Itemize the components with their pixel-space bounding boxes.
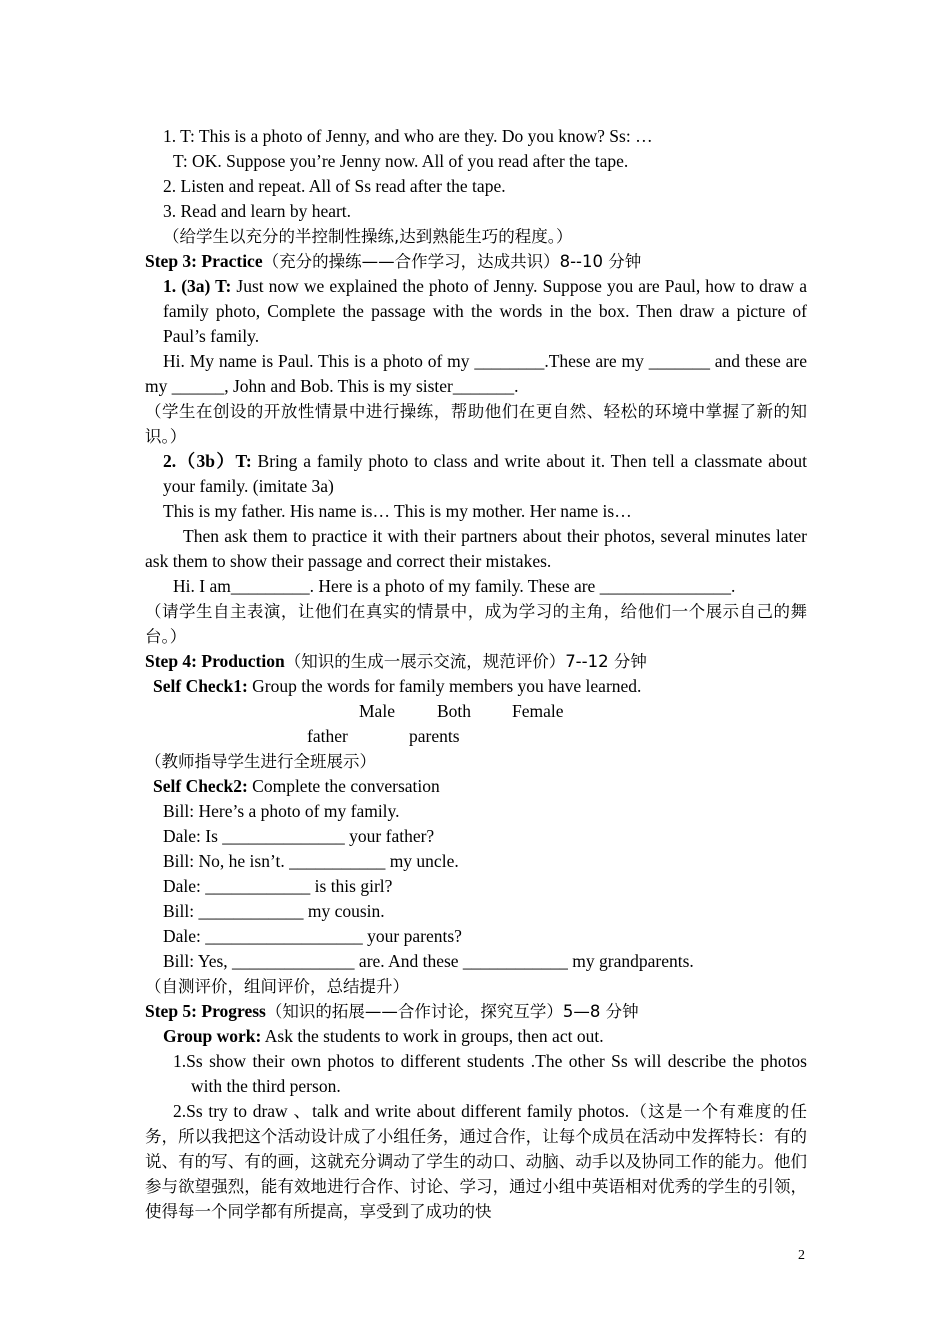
- group-item-2: [145, 1099, 807, 1224]
- step3-task-b: [145, 449, 807, 499]
- dialog-line: Bill: Yes, ______________ are. And these ____________ my grandparents.: [163, 951, 694, 971]
- task-a-text: Just now we explained the photo of Jenny. Suppose you are Paul, how to draw a family photo, Complete the passage with the words in the box. Then draw a picture of Paul’s family.: [163, 276, 807, 346]
- step3-subtitle: （充分的操练——合作学习，达成共识）8--10 分钟: [262, 252, 642, 271]
- dialog-line: Bill: No, he isn’t. ___________ my uncle.: [163, 851, 459, 871]
- step4-title: Step 4: Production: [145, 651, 285, 671]
- category-header-row: [145, 699, 807, 724]
- note-line: （给学生以充分的半控制性操练,达到熟能生巧的程度。）: [163, 227, 573, 246]
- dialog-line: Bill: Here’s a photo of my family.: [163, 801, 400, 821]
- text-line: 1. T: This is a photo of Jenny, and who are they. Do you know? Ss: …: [163, 126, 653, 146]
- step5-title: Step 5: Progress: [145, 1001, 266, 1021]
- step5-heading: [145, 999, 807, 1024]
- group-work: [145, 1024, 807, 1049]
- step3-task-a: [145, 274, 807, 349]
- text-line: 2. Listen and repeat. All of Ss read after the tape.: [163, 176, 506, 196]
- example-father: father: [307, 726, 348, 746]
- step4-heading: [145, 649, 807, 674]
- task-b-text: Bring a family photo to class and write about it. Then tell a classmate about your family. (imitate 3a): [163, 451, 807, 496]
- example-parents: parents: [409, 726, 460, 746]
- self-check-1: [145, 674, 807, 699]
- category-both: Both: [437, 701, 472, 721]
- task-a-label: 1. (3a) T:: [163, 276, 232, 296]
- category-male: Male: [359, 701, 395, 721]
- task-b-note: （请学生自主表演，让他们在真实的情景中，成为学习的主角，给他们一个展示自己的舞台。）: [145, 602, 807, 646]
- dialog-line: Dale: Is ______________ your father?: [163, 826, 435, 846]
- note-line: （自测评价，组间评价，总结提升）: [145, 977, 409, 996]
- group-work-label: Group work:: [163, 1026, 262, 1046]
- self-check-1-text: Group the words for family members you have learned.: [247, 676, 642, 696]
- task-b-example: This is my father. His name is… This is my mother. Her name is…: [163, 501, 632, 521]
- page-number: 2: [798, 1248, 805, 1263]
- dialog-line: Bill: ____________ my cousin.: [163, 901, 385, 921]
- dialog-line: Dale: __________________ your parents?: [163, 926, 462, 946]
- step5-subtitle: （知识的拓展——合作讨论，探究互学）5—8 分钟: [265, 1002, 639, 1021]
- task-a-note: （学生在创设的开放性情景中进行操练，帮助他们在更自然、轻松的环境中掌握了新的知识。）: [145, 402, 807, 446]
- group-item-1: 1.Ss show their own photos to different students .The other Ss will describe the photos with the third person.: [173, 1051, 807, 1096]
- self-check-2: [145, 774, 807, 799]
- task-b-fill: Hi. I am_________. Here is a photo of my family. These are _______________.: [173, 576, 736, 596]
- note-line: （教师指导学生进行全班展示）: [145, 752, 376, 771]
- task-b-label: 2.（3b）T:: [163, 451, 252, 471]
- category-example-row: [145, 724, 807, 749]
- task-a-passage: Hi. My name is Paul. This is a photo of my ________.These are my _______ and these are my ______, John and Bob. This is my sister_______.: [145, 351, 807, 396]
- page-content: [145, 124, 807, 1224]
- task-b-paragraph: Then ask them to practice it with their partners about their photos, several minutes later ask them to show their passage and correct their mistakes.: [145, 526, 807, 571]
- step3-heading: [145, 249, 807, 274]
- dialog-line: Dale: ____________ is this girl?: [163, 876, 393, 896]
- category-female: Female: [512, 701, 564, 721]
- group-item-2-text: 2.Ss try to draw 、talk and write about different family photos.: [173, 1101, 630, 1121]
- text-line: T: OK. Suppose you’re Jenny now. All of you read after the tape.: [173, 151, 629, 171]
- text-line: 3. Read and learn by heart.: [163, 201, 352, 221]
- group-item-2-note: （这是一个有难度的任务，所以我把这个活动设计成了小组任务，通过合作，让每个成员在活动中发挥特长：有的说、有的写、有的画，这就充分调动了学生的动口、动脑、动手以及协同工作的能力。他们参与欲望强烈，能有效地进行合作、讨论、学习，通过小组中英语相对优秀的学生的引领，使得每一个同学都有所提高，享受到了成功的快: [145, 1102, 808, 1221]
- self-check-2-text: Complete the conversation: [247, 776, 440, 796]
- step3-title: Step 3: Practice: [145, 251, 263, 271]
- group-work-text: Ask the students to work in groups, then act out.: [261, 1026, 604, 1046]
- step4-subtitle: （知识的生成一展示交流，规范评价）7--12 分钟: [284, 652, 647, 671]
- self-check-1-label: Self Check1:: [153, 676, 248, 696]
- self-check-2-label: Self Check2:: [153, 776, 248, 796]
